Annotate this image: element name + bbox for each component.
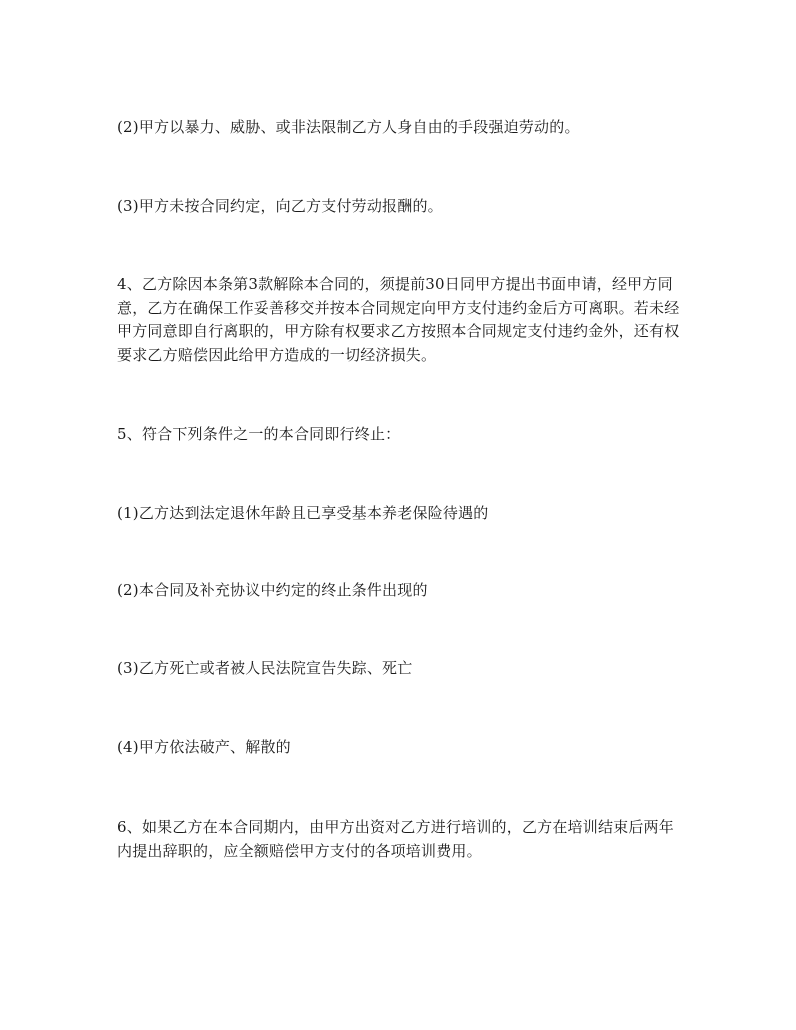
clause-paragraph: (3)乙方死亡或者被人民法院宣告失踪、死亡	[117, 659, 413, 677]
clause-paragraph: 5、符合下列条件之一的本合同即行终止：	[117, 425, 401, 443]
clause-paragraph: 4、乙方除因本条第3款解除本合同的，须提前30日同甲方提出书面申请，经甲方同意，乙方在确保工作妥善移交并按本合同规定向甲方支付违约金后方可离职。若未经甲方同意即自行离职的，甲方除有权要求乙方按照本合同规定支付违约金外，还有权要求乙方赔偿因此给甲方造成的一切经济损失。	[117, 275, 680, 364]
clause-paragraph: (2)甲方以暴力、威胁、或非法限制乙方人身自由的手段强迫劳动的。	[117, 118, 580, 136]
clause-paragraph: (3)甲方未按合同约定，向乙方支付劳动报酬的。	[117, 197, 443, 215]
clause-paragraph: (2)本合同及补充协议中约定的终止条件出现的	[117, 581, 428, 599]
clause-paragraph: (1)乙方达到法定退休年龄且已享受基本养老保险待遇的	[117, 504, 489, 522]
clause-paragraph: (4)甲方依法破产、解散的	[117, 738, 291, 756]
clause-paragraph: 6、如果乙方在本合同期内，由甲方出资对乙方进行培训的，乙方在培训结束后两年内提出辞职的，应全额赔偿甲方支付的各项培训费用。	[117, 818, 674, 860]
